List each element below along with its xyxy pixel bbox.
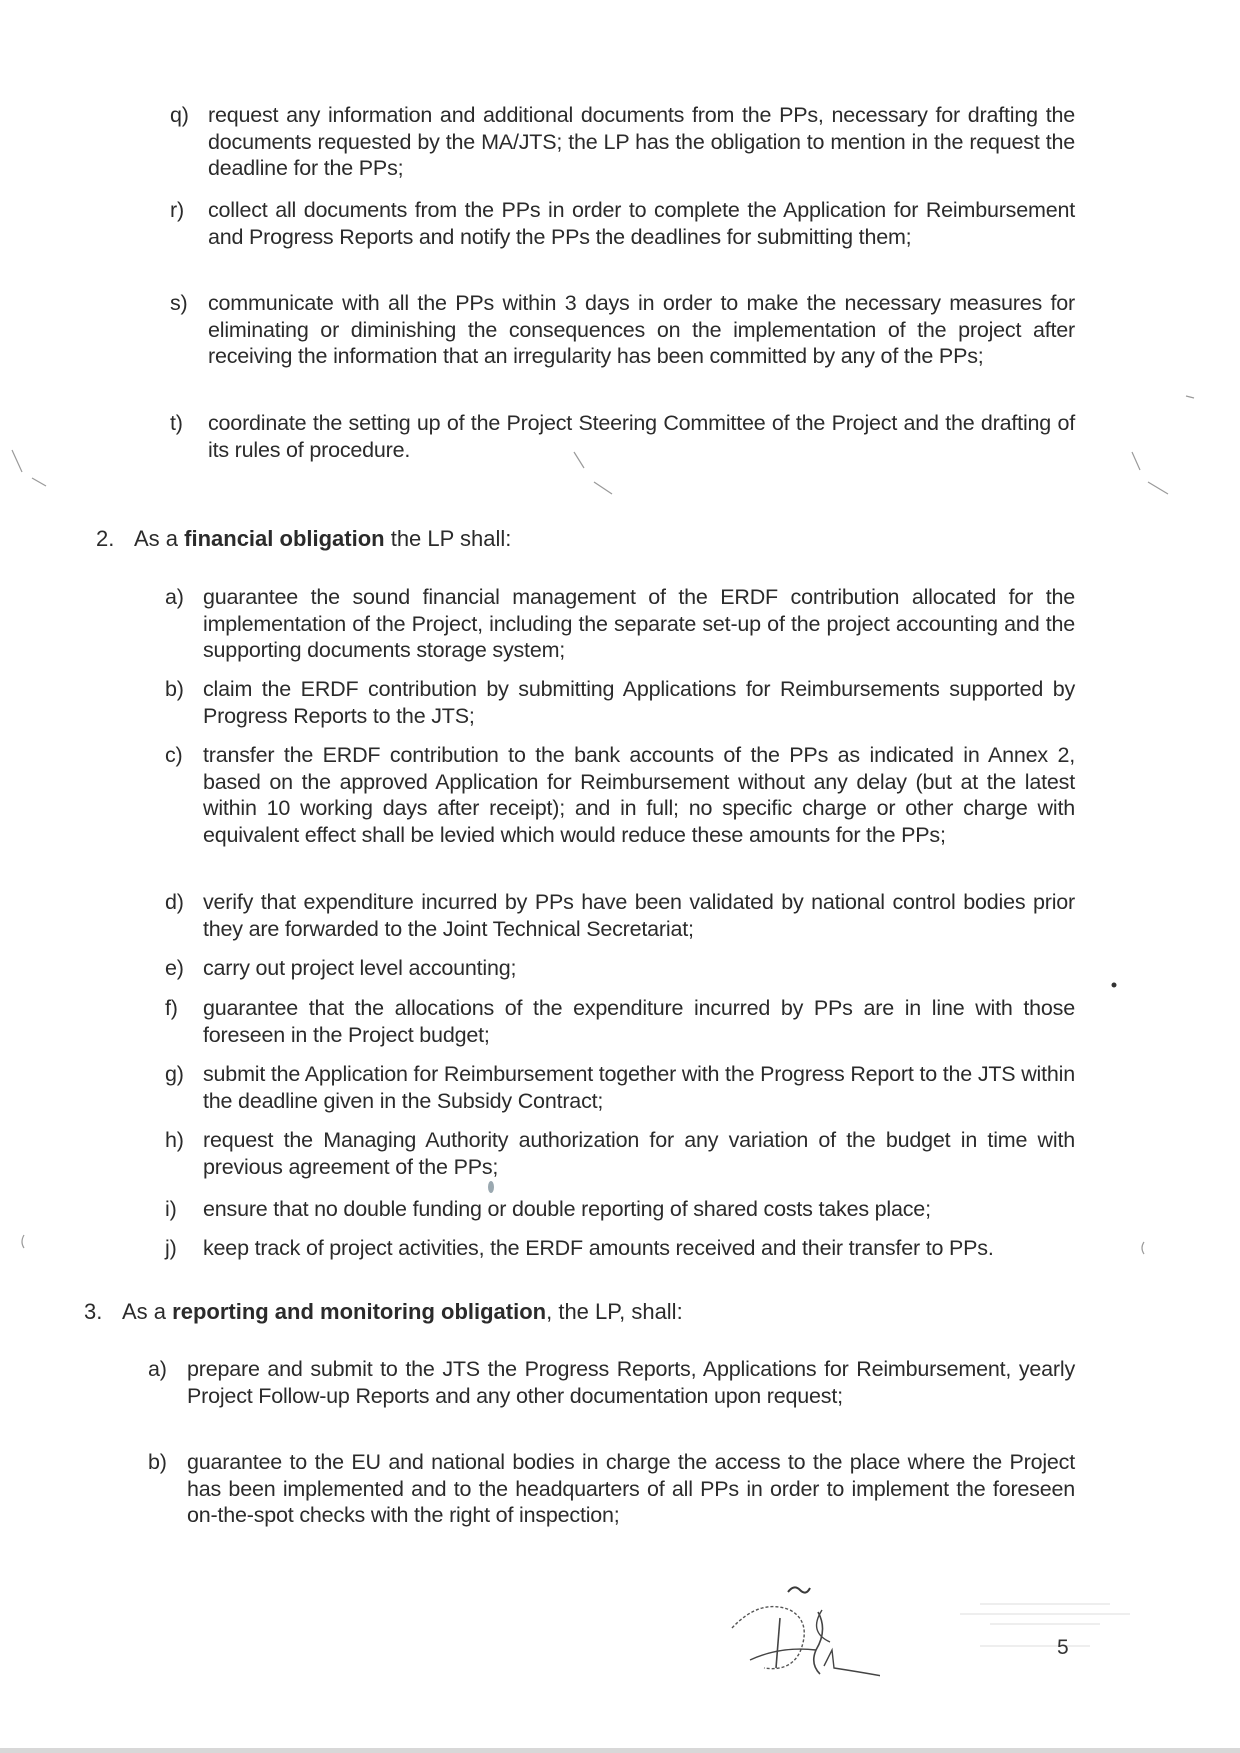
item-text: transfer the ERDF contribution to the bank accounts of the PPs as indicated in Annex 2, based on the approved Application for Reimbursement without any delay (but at the latest within 10 working days after receipt); and in full; no specific charge or other charge with equivalent effect shall be levied which would reduce these amounts for the PPs; [203,743,1075,847]
scan-mark [1186,396,1194,398]
list-item-b [148,1449,1075,1529]
heading-bold: reporting and monitoring obligation [172,1299,547,1324]
item-text: submit the Application for Reimbursement together with the Progress Report to the JTS within the deadline given in the Subsidy Contract; [203,1062,1075,1113]
list-item-j [165,1235,1075,1262]
faint-stamp [940,1592,1130,1652]
scan-mark [22,1235,24,1248]
list-item-t [170,410,1075,463]
item-label: s) [170,291,188,315]
section-title [122,1298,683,1326]
item-text: prepare and submit to the JTS the Progress Reports, Applications for Reimbursement, yearly Project Follow-up Reports and any other documentation upon request; [187,1357,1075,1408]
list-item-f [165,995,1075,1048]
list-item-r [170,197,1075,250]
list-item-q [170,102,1075,182]
list-item-a [165,584,1075,664]
section-title [134,525,511,553]
heading-bold: financial obligation [184,526,385,551]
item-text: guarantee to the EU and national bodies in charge the access to the place where the Project has been implemented and to the headquarters of all PPs in order to implement the foreseen on-the-spot checks with the right of inspection; [187,1450,1075,1527]
item-text: claim the ERDF contribution by submitting Applications for Reimbursements supported by Progress Reports to the JTS; [203,677,1075,728]
item-text: request any information and additional documents from the PPs, necessary for drafting the documents requested by the MA/JTS; the LP has the obligation to mention in the request the deadline for the PPs; [208,103,1075,180]
item-label: i) [165,1197,177,1221]
scan-mark [1142,1242,1144,1254]
list-item-g [165,1061,1075,1114]
heading-suffix: the LP shall: [384,526,512,551]
item-label: a) [148,1357,167,1381]
list-item-h [165,1127,1075,1180]
section-heading-financial [96,525,511,553]
item-label: a) [165,585,184,609]
heading-suffix: , the LP, shall: [546,1299,683,1324]
item-label: h) [165,1128,184,1152]
scan-mark [1132,452,1140,470]
item-text: guarantee that the allocations of the expenditure incurred by PPs are in line with those foreseen in the Project budget; [203,996,1075,1047]
item-label: t) [170,411,183,435]
item-label: r) [170,198,184,222]
list-item-i [165,1196,1075,1223]
section-number: 3. [84,1299,103,1324]
item-text: carry out project level accounting; [203,956,517,980]
item-text: coordinate the setting up of the Project Steering Committee of the Project and the drafting of its rules of procedure. [208,411,1075,462]
list-item-e [165,955,1075,982]
item-label: f) [165,996,178,1020]
heading-prefix: As a [122,1299,173,1324]
item-text: verify that expenditure incurred by PPs have been validated by national control bodies prior they are forwarded to the Joint Technical Secretariat; [203,890,1075,941]
page-bottom-edge [0,1748,1240,1753]
section-number: 2. [96,526,115,551]
item-text: keep track of project activities, the ERDF amounts received and their transfer to PPs. [203,1236,994,1260]
item-text: communicate with all the PPs within 3 days in order to make the necessary measures for eliminating or diminishing the consequences on the implementation of the project after receiving the information that an irregularity has been committed by any of the PPs; [208,291,1075,368]
scan-mark [12,450,22,472]
scan-mark [594,482,612,494]
item-label: d) [165,890,184,914]
page-number: 5 [1057,1636,1069,1659]
item-text: ensure that no double funding or double reporting of shared costs takes place; [203,1197,931,1221]
ink-blot [488,1181,494,1193]
item-label: j) [165,1236,177,1260]
item-label: b) [165,677,184,701]
list-item-a [148,1356,1075,1409]
item-label: g) [165,1062,184,1086]
item-text: collect all documents from the PPs in order to complete the Application for Reimbursement and Progress Reports and notify the PPs the deadlines for submitting them; [208,198,1075,249]
list-item-s [170,290,1075,370]
item-label: e) [165,956,184,980]
item-text: guarantee the sound financial management of the ERDF contribution allocated for the implementation of the Project, including the separate set-up of the project accounting and the supporting documents storage system; [203,585,1075,662]
item-text: request the Managing Authority authorization for any variation of the budget in time with previous agreement of the PPs; [203,1128,1075,1179]
item-label: q) [170,103,189,127]
list-item-b [165,676,1075,729]
list-item-d [165,889,1075,942]
item-label: c) [165,743,183,767]
heading-prefix: As a [134,526,185,551]
signature [720,1570,880,1680]
list-item-c [165,742,1075,848]
item-label: b) [148,1450,167,1474]
scan-mark [1148,482,1168,494]
scan-mark [32,478,46,486]
section-heading-reporting [84,1298,683,1326]
scan-dot [1112,983,1117,988]
